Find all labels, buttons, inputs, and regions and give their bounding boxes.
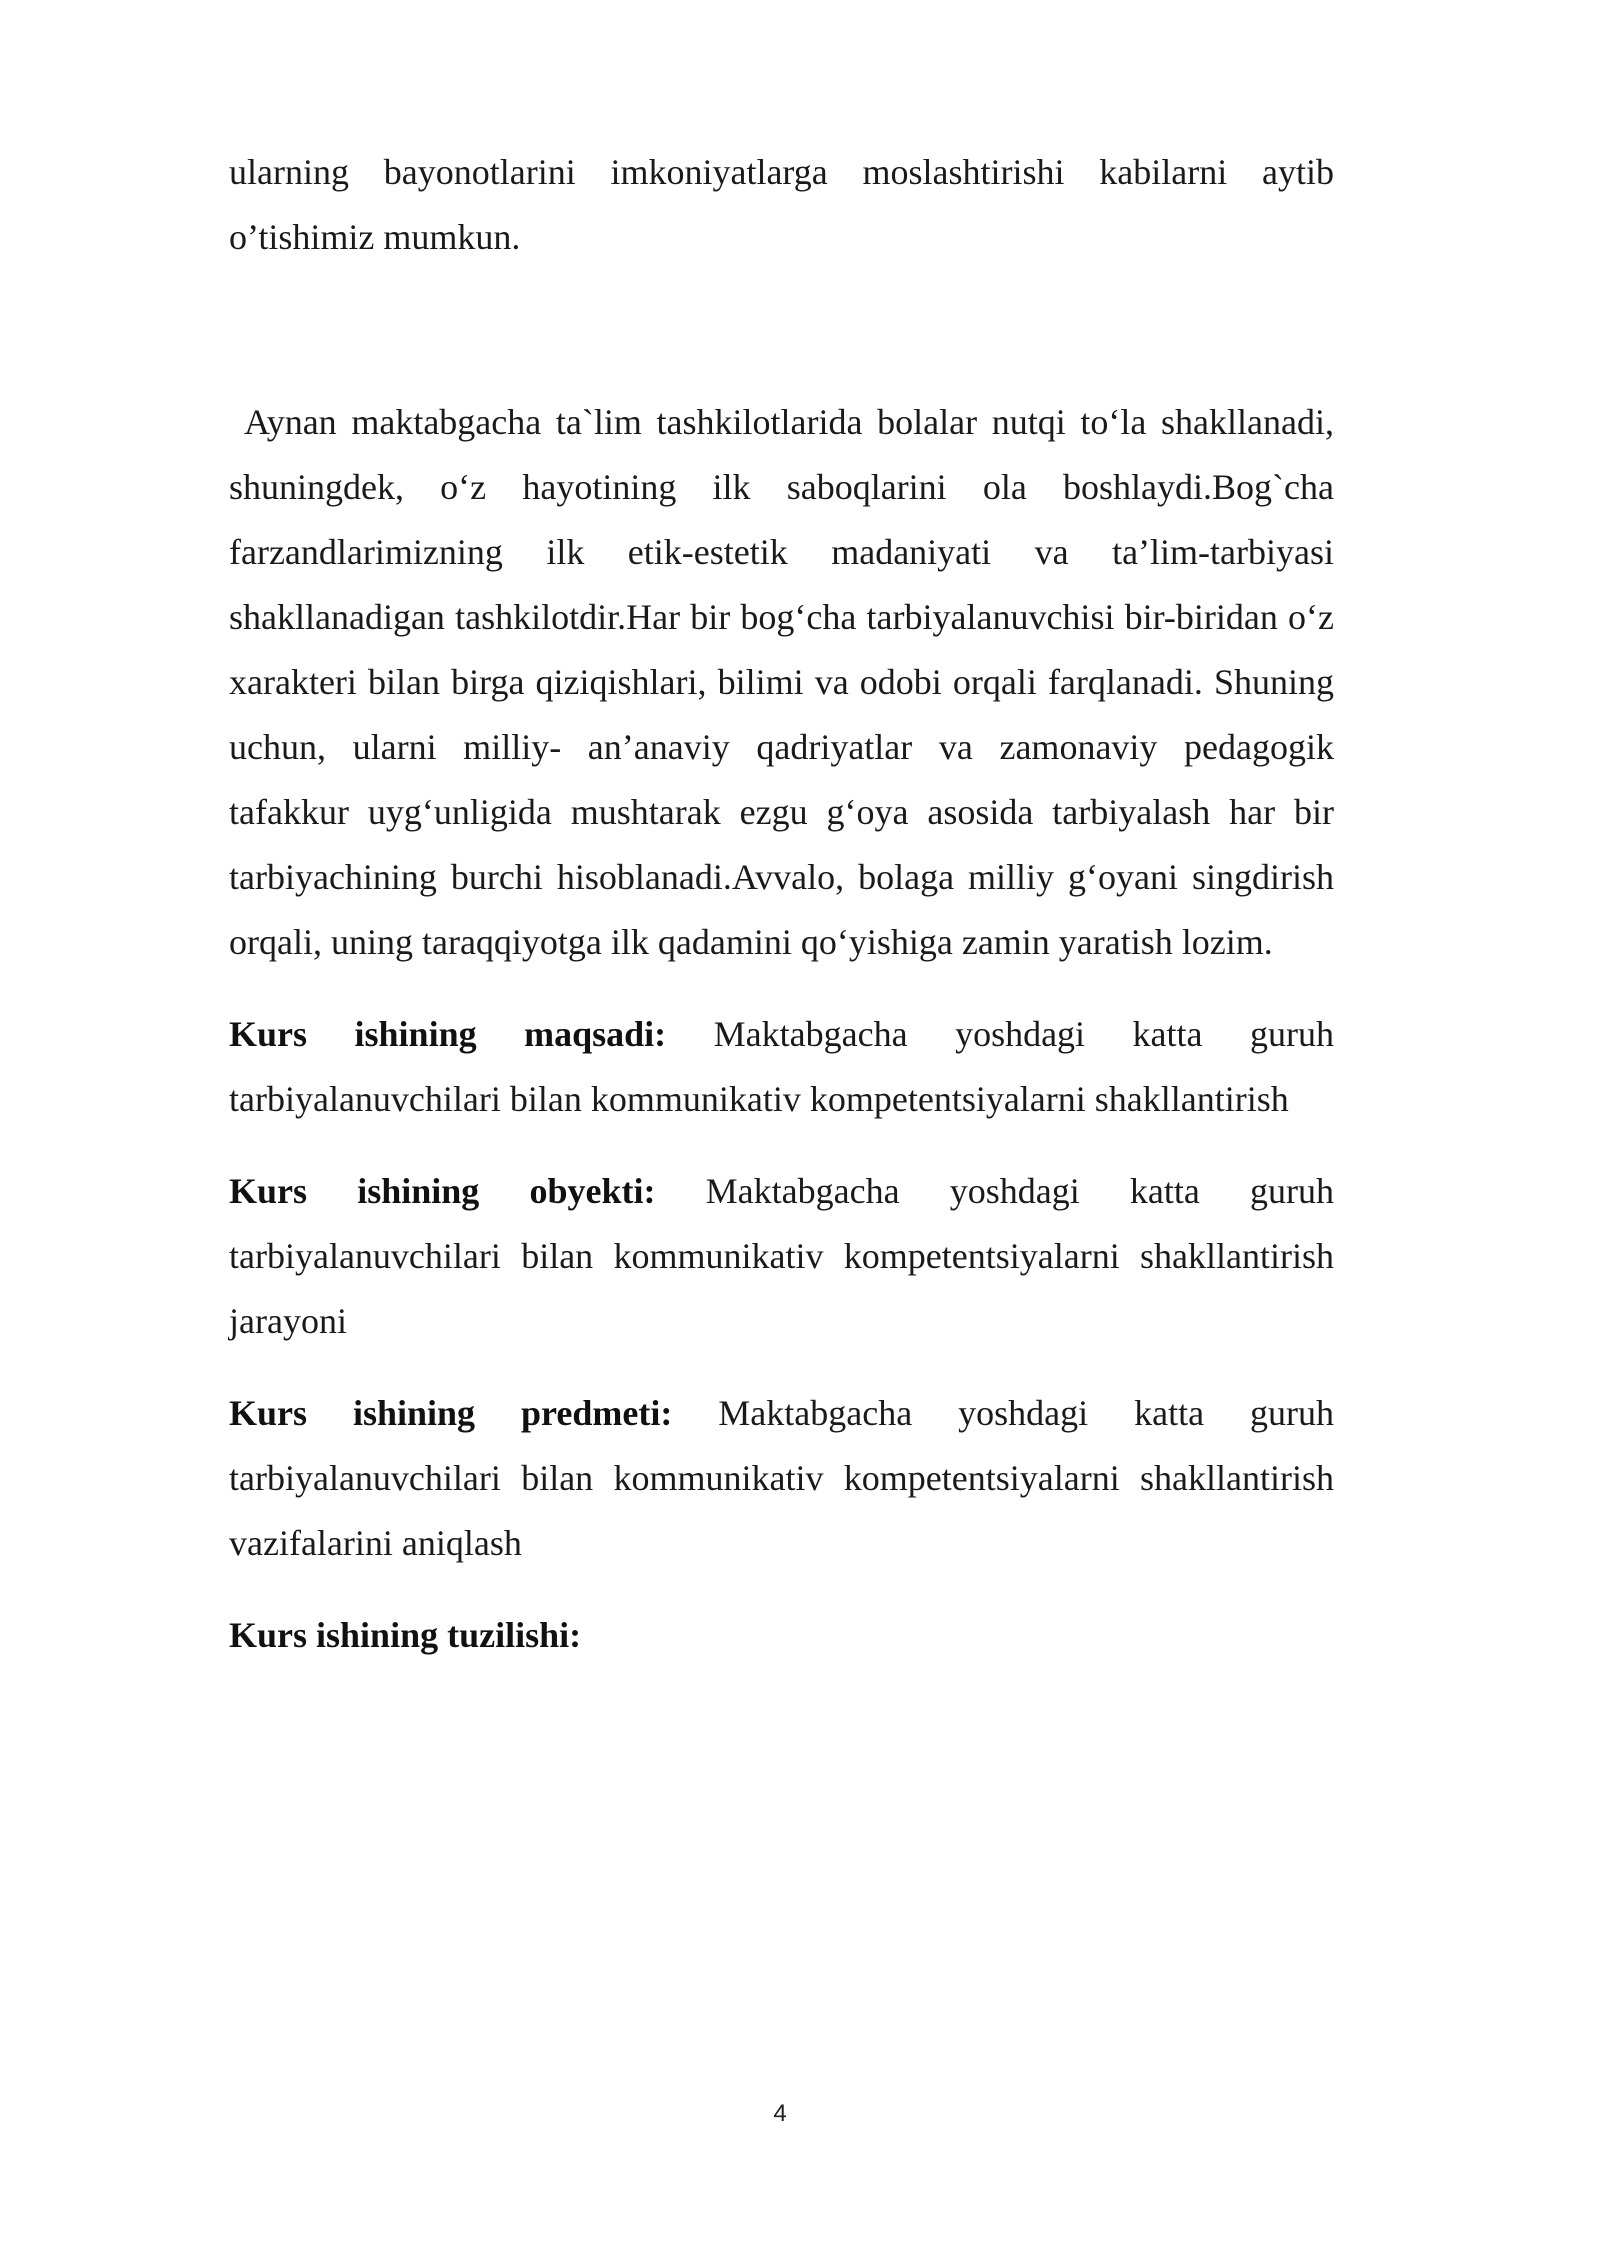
page-number: 4 (773, 2100, 787, 2127)
course-object-text: Maktabgacha yoshdagi katta guruh tarbiyalanuvchilari bilan kommunikativ kompetentsiyalarni shakllantirish jarayoni (229, 1171, 1335, 1341)
course-object-label: Kurs ishining obyekti: (229, 1171, 656, 1211)
course-goal-label: Kurs ishining maqsadi: (229, 1014, 667, 1054)
course-structure-heading: Kurs ishining tuzilishi: (229, 1615, 582, 1655)
paragraph-intro-continuation: ularning bayonotlarini imkoniyatlarga moslashtirishi kabilarni aytib o’tishimiz mumkun. (229, 152, 1334, 257)
course-subject-label: Kurs ishining predmeti: (229, 1393, 673, 1433)
course-subject-text: Maktabgacha yoshdagi katta guruh tarbiyalanuvchilari bilan kommunikativ kompetentsiyalarni shakllantirish vazifalarini aniqlash (229, 1393, 1335, 1563)
course-goal-text: Maktabgacha yoshdagi katta guruh tarbiyalanuvchilari bilan kommunikativ kompetentsiyalarni shakllantirish (229, 1014, 1335, 1119)
course-goal-paragraph (229, 1002, 1334, 1132)
course-subject-paragraph (229, 1381, 1334, 1576)
course-object-paragraph (229, 1159, 1334, 1354)
paragraph-preschool-education: Aynan maktabgacha ta`lim tashkilotlarida bolalar nutqi to‘la shakllanadi, shuningdek, o‘z hayotining ilk saboqlarini ola boshlaydi.Bog`cha farzandlarimizning ilk etik-estetik madaniyati va ta’lim-tarbiyasi shakllanadigan tashkilotdir.Har bir bog‘cha tarbiyalanuvchisi bir-biridan o‘z xarakteri bilan birga qiziqishlari, bilimi va odobi orqali farqlanadi. Shuning uchun, ularni milliy- an’anaviy qadriyatlar va zamonaviy pedagogik tafakkur uyg‘unligida mushtarak ezgu g‘oya asosida tarbiyalash har bir tarbiyachining burchi hisoblanadi.Avvalo, bolaga milliy g‘oyani singdirish orqali, uning taraqqiyotga ilk qadamini qo‘yishiga zamin yaratish lozim. (229, 402, 1334, 962)
document-page (229, 140, 1334, 1668)
